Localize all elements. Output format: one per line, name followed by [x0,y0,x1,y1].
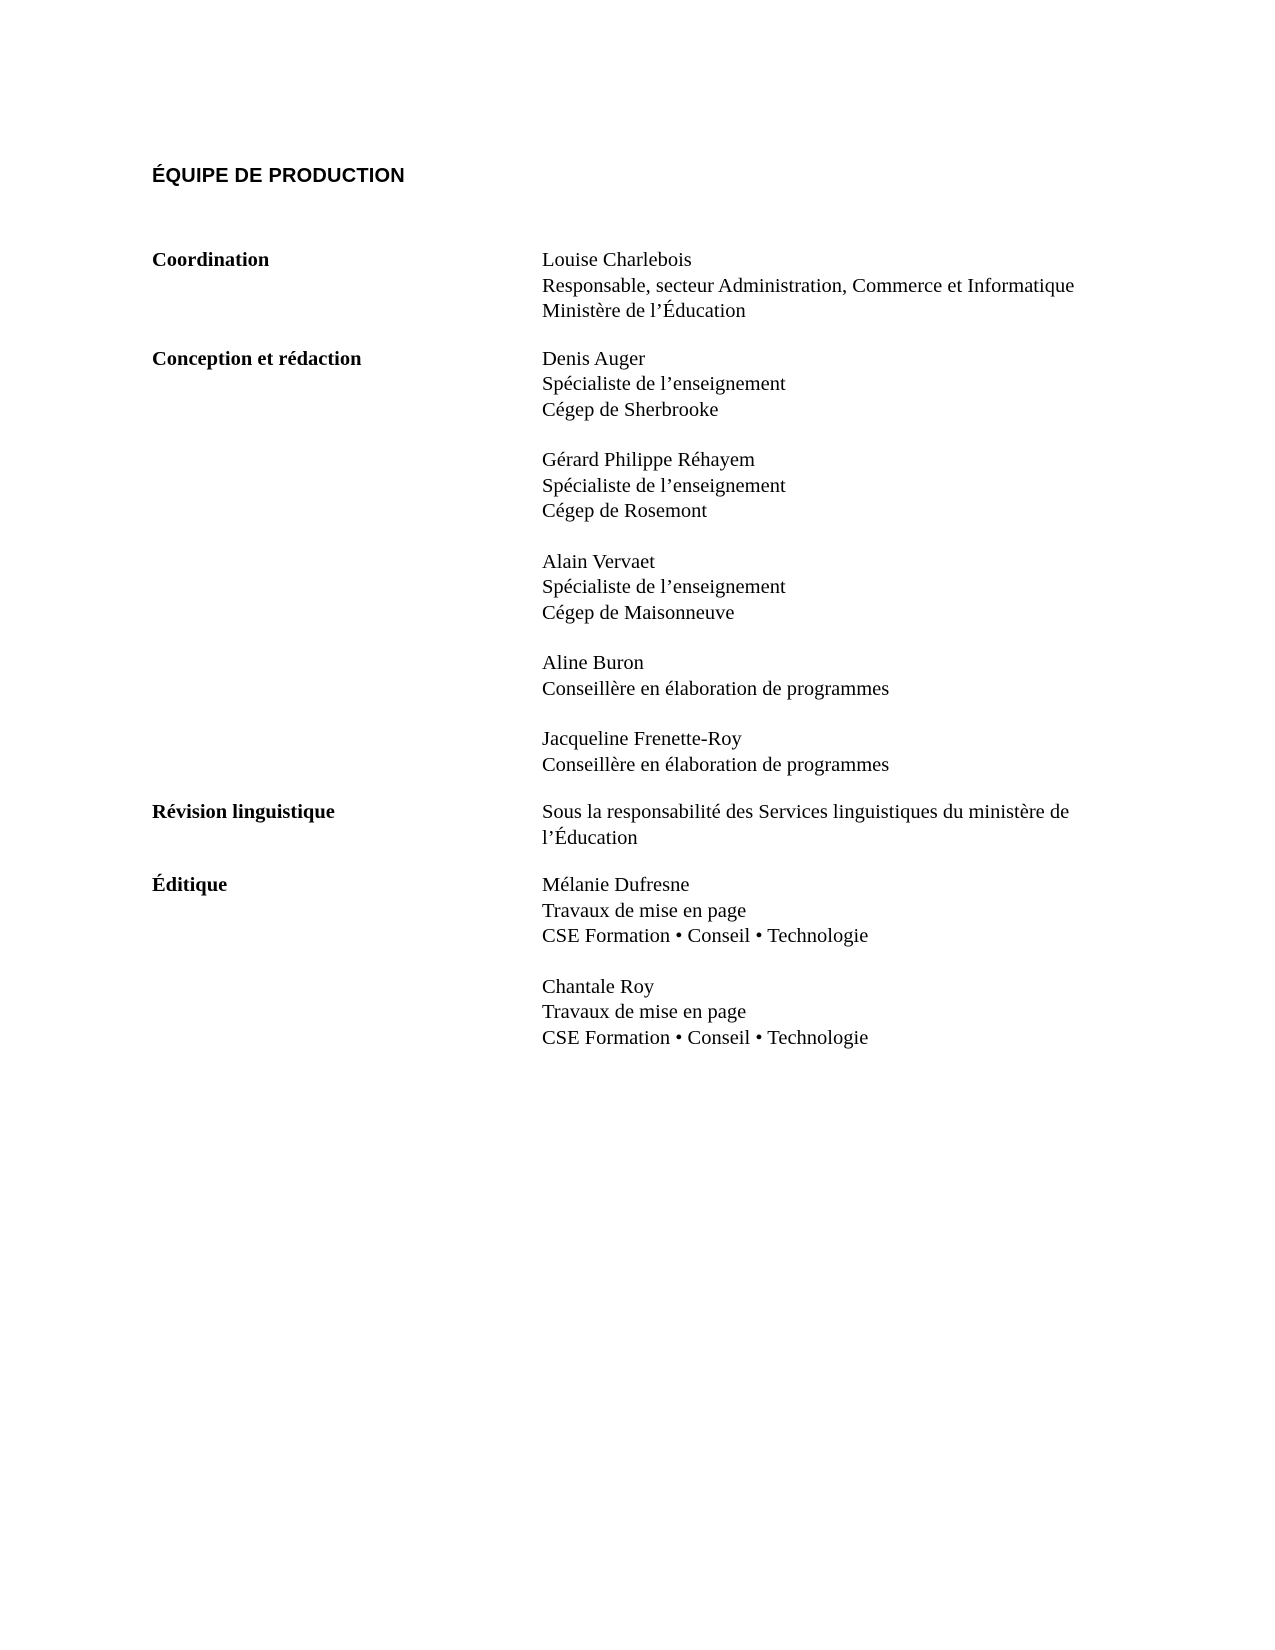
page-title: ÉQUIPE DE PRODUCTION [152,165,405,188]
credit-entry-line: Conseillère en élaboration de programmes [542,753,890,776]
credit-row [152,347,1112,779]
credit-entry-line: Travaux de mise en page [542,899,747,922]
credit-row [152,800,1112,851]
credit-entry-line: Jacqueline Frenette-Roy [542,728,742,750]
credit-role-label: Révision linguistique [152,801,335,823]
credit-entry-line: Alain Vervaet [542,550,655,573]
credit-entry [542,550,1112,627]
credit-entry-line: Spécialiste de l’enseignement [542,576,786,598]
credit-entry-line: Aline Buron [542,652,644,674]
credit-role-label: Conception et rédaction [152,347,362,370]
credit-entries [542,248,1112,325]
credit-entry [542,651,1112,702]
credit-entry-line: Sous la responsabilité des Services linguistiques du ministère de l’Éducation [542,801,1075,849]
credit-entry-line: Ministère de l’Éducation [542,300,746,322]
credit-row [152,873,1112,1051]
credit-entry-line: Mélanie Dufresne [542,874,690,896]
production-team-list [152,248,1112,1073]
credit-entry-line: Cégep de Sherbrooke [542,398,719,421]
credit-role-label: Éditique [152,874,228,896]
credit-entry-line: Responsable, secteur Administration, Commerce et Informatique [542,274,1075,297]
credit-entry [542,975,1112,1052]
credit-entry-line: CSE Formation • Conseil • Technologie [542,1026,869,1049]
credit-entries [542,347,1112,779]
credit-entry-line: Conseillère en élaboration de programmes [542,677,890,700]
credit-entries [542,873,1112,1051]
credit-entry [542,800,1112,851]
credit-role-label: Coordination [152,249,270,271]
credit-row [152,248,1112,325]
credit-entry [542,448,1112,525]
credit-entry-line: Denis Auger [542,347,646,370]
credit-entry [542,873,1112,950]
credit-entry-line: Travaux de mise en page [542,1001,747,1023]
credit-entry-line: Spécialiste de l’enseignement [542,474,786,497]
credit-entry-line: Chantale Roy [542,975,655,998]
credit-entries [542,800,1112,851]
credit-entry-line: Gérard Philippe Réhayem [542,449,755,471]
credit-entry-line: Cégep de Rosemont [542,500,708,522]
credit-entry [542,347,1112,424]
credit-entry [542,727,1112,778]
credit-entry-line: CSE Formation • Conseil • Technologie [542,925,869,947]
credit-entry [542,248,1112,325]
credit-entry-line: Louise Charlebois [542,249,692,271]
credit-entry-line: Spécialiste de l’enseignement [542,373,786,395]
credit-entry-line: Cégep de Maisonneuve [542,601,735,624]
